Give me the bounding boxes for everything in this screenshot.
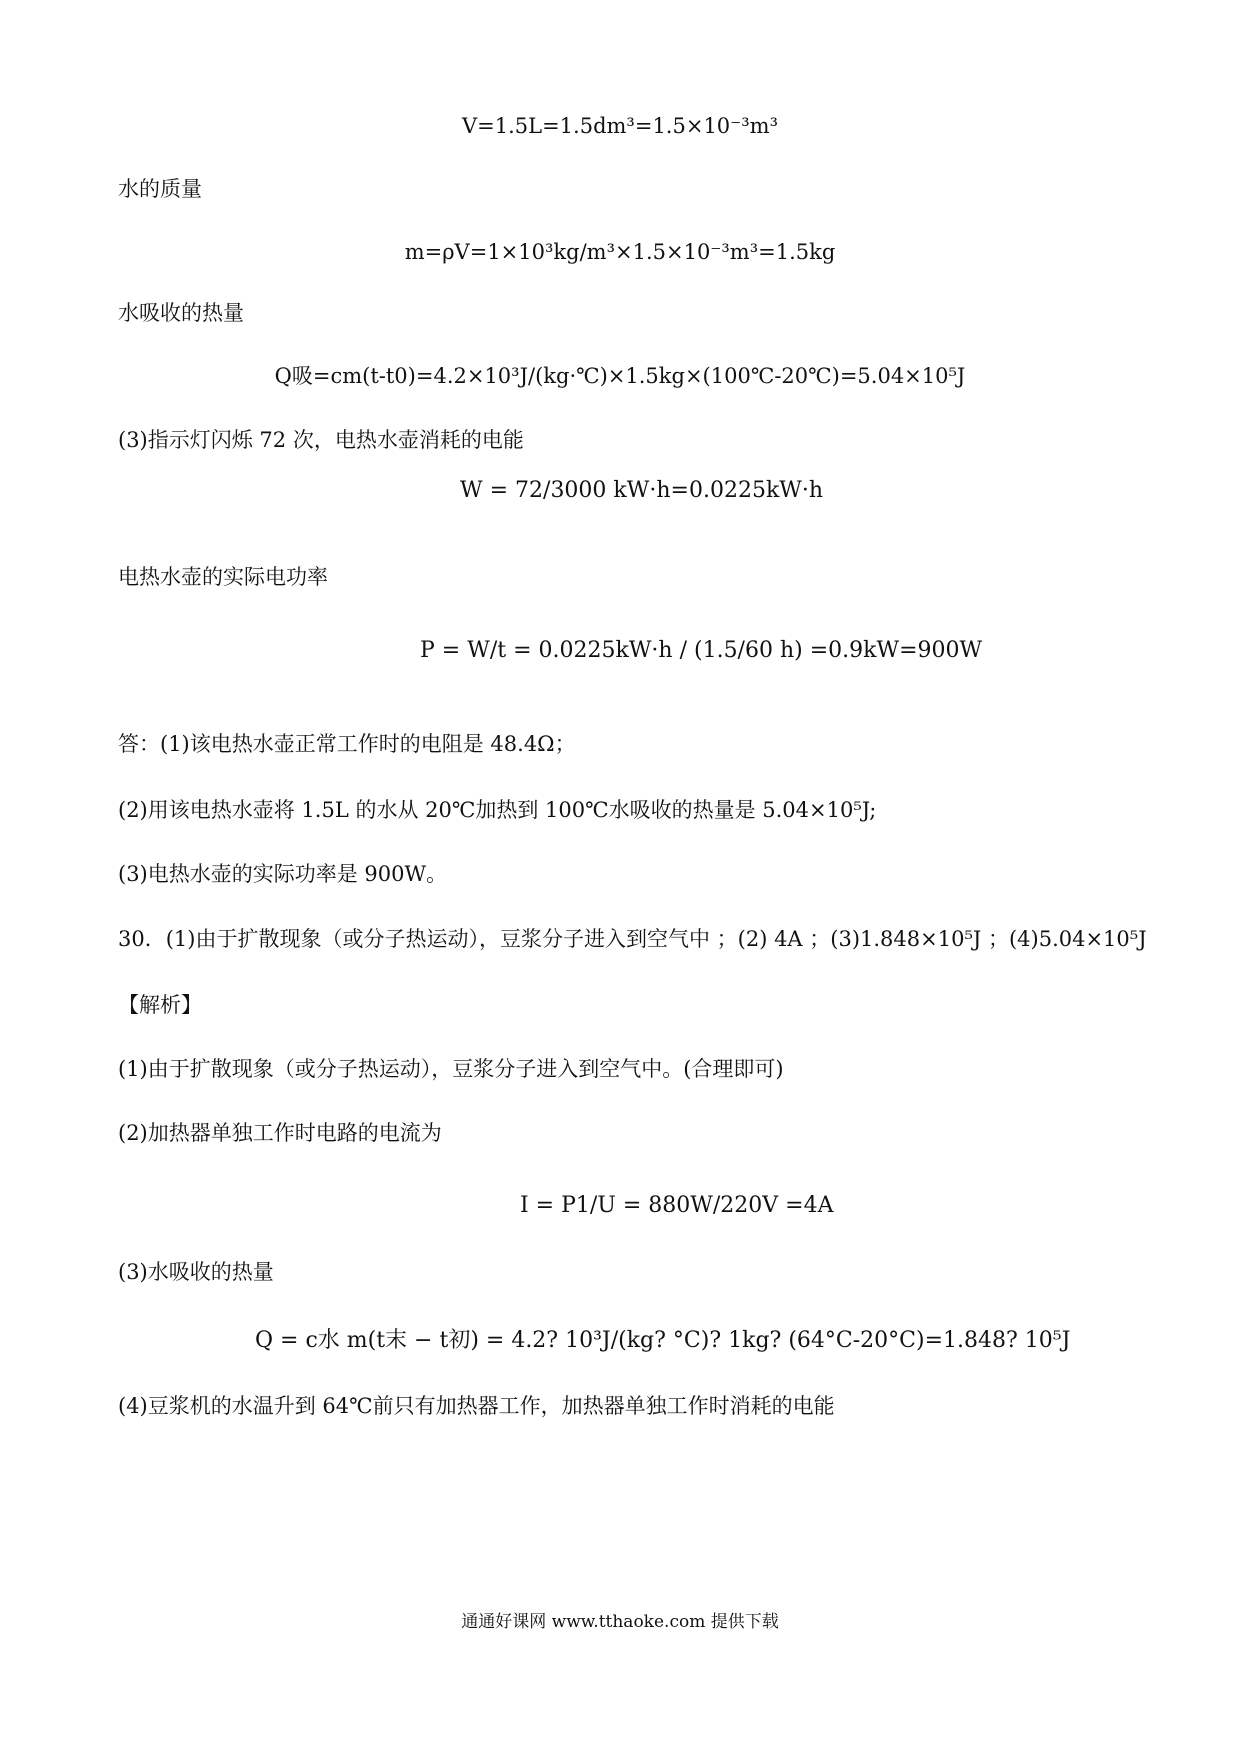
heat-equation: Q吸=cm(t-t0)=4.2×10³J/(kg·℃)×1.5kg×(100℃-20℃)=5.04×10⁵J (274, 364, 966, 388)
mass-equation: m=ρV=1×10³kg/m³×1.5×10⁻³m³=1.5kg (404, 240, 836, 264)
power-label: 电热水壶的实际电功率 (118, 565, 328, 589)
volume-equation: V=1.5L=1.5dm³=1.5×10⁻³m³ (461, 114, 778, 138)
analysis-4: (4)豆浆机的水温升到 64℃前只有加热器工作，加热器单独工作时消耗的电能 (118, 1394, 835, 1418)
heat-q-equation: Q = c水 m(t末 − t初) = 4.2? 10³J/(kg? °C)? 1kg? (64°C-20°C)=1.848? 10⁵J (255, 1328, 1071, 1353)
answer-2: (2)用该电热水壶将 1.5L 的水从 20℃加热到 100℃水吸收的热量是 5.04×10⁵J; (118, 798, 877, 822)
analysis-1: (1)由于扩散现象（或分子热运动），豆浆分子进入到空气中。(合理即可) (118, 1057, 784, 1081)
current-equation: I = P1/U = 880W/220V =4A (520, 1193, 834, 1218)
heat-label: 水吸收的热量 (118, 301, 244, 325)
mass-label: 水的质量 (118, 177, 202, 201)
analysis-3: (3)水吸收的热量 (118, 1260, 274, 1284)
analysis-heading: 【解析】 (118, 993, 202, 1017)
answer-1: 答：(1)该电热水壶正常工作时的电阻是 48.4Ω； (118, 732, 576, 756)
question-30-answer: 30．(1)由于扩散现象（或分子热运动），豆浆分子进入到空气中 ；(2) 4A ；(3)1.848×10⁵J ；(4)5.04×10⁵J (118, 927, 1147, 951)
energy-equation: W = 72/3000 kW·h=0.0225kW·h (460, 478, 824, 503)
analysis-2: (2)加热器单独工作时电路的电流为 (118, 1121, 442, 1145)
answer-3: (3)电热水壶的实际功率是 900W。 (118, 862, 448, 886)
step-3-text: (3)指示灯闪烁 72 次，电热水壶消耗的电能 (118, 428, 524, 452)
footer: 通通好课网 www.tthaoke.com 提供下载 (461, 1612, 779, 1632)
power-equation: P = W/t = 0.0225kW·h / (1.5/60 h) =0.9kW=900W (420, 638, 983, 663)
